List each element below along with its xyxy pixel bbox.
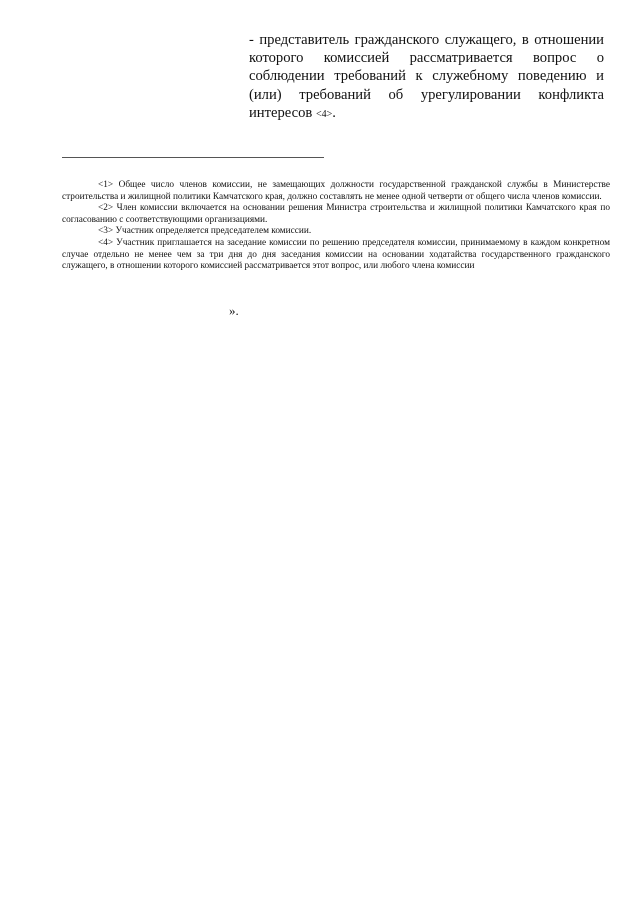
paragraph-tail: . bbox=[332, 104, 336, 121]
footnote-ref-4: <4> bbox=[315, 108, 333, 120]
footnote-separator bbox=[62, 157, 324, 158]
paragraph-text: - представитель гражданского служащего, в отношении которого комиссией рассматривается вопрос о соблюдении требований к служебному поведению и (или) требований об урегулировании конфликта интересов bbox=[249, 32, 604, 121]
footnote-4: <4> Участник приглашается на заседание комиссии по решению председателя комиссии, принимаемому в каждом конкретном случае отдельно не менее чем за три дня до дня заседания комиссии на основании ходатайства государственного гражданского служащего, в отношении которого комиссией рассматривается этот вопрос, или любого члена комиссии bbox=[62, 237, 610, 272]
representative-paragraph bbox=[249, 31, 604, 124]
footnote-3: <3> Участник определяется председателем комиссии. bbox=[98, 226, 312, 237]
footnotes-block bbox=[62, 180, 610, 273]
footnote-1: <1> Общее число членов комиссии, не замещающих должности государственной гражданской службы в Министерстве строительства и жилищной политики Камчатского края, должно составлять не менее одной четверти от общего числа членов комиссии. bbox=[62, 180, 610, 202]
footnote-2: <2> Член комиссии включается на основании решения Министра строительства и жилищной политики Камчатского края по согласованию с соответствующими организациями. bbox=[62, 203, 610, 225]
closing-quote-mark: ». bbox=[229, 303, 239, 318]
